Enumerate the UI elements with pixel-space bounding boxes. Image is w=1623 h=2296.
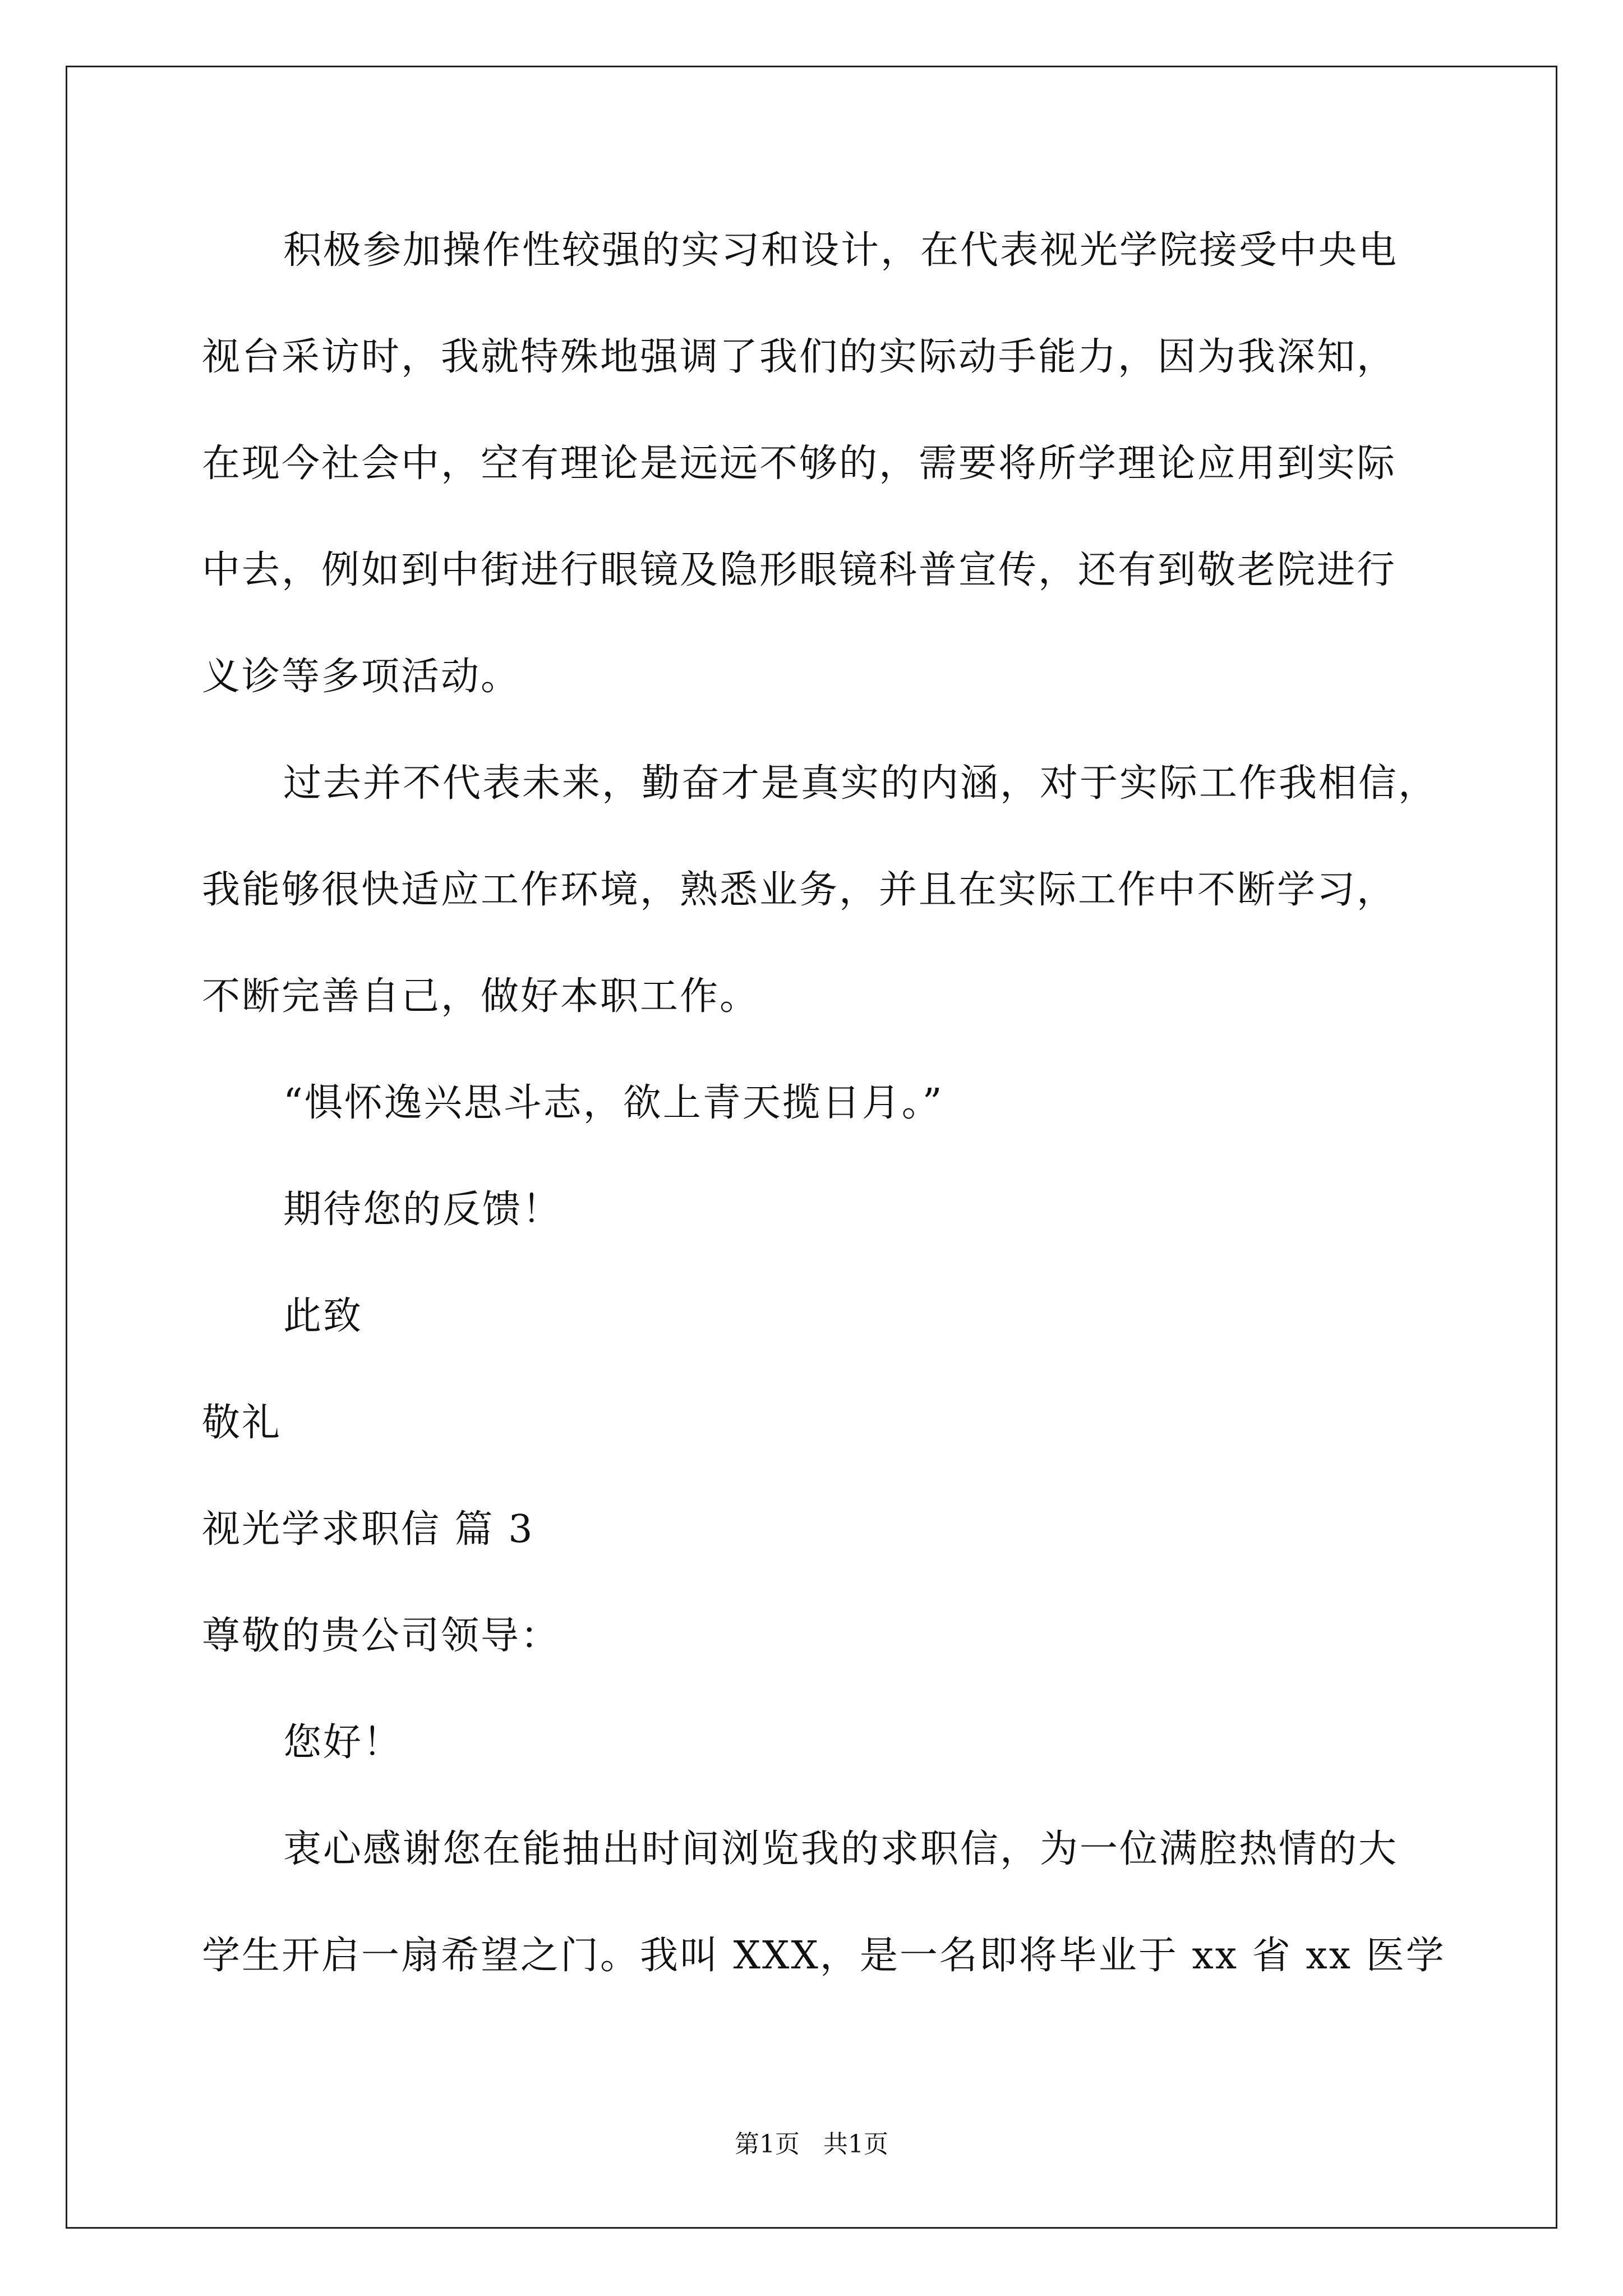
body-line: 义诊等多项活动。 [202,655,521,699]
section-heading: 视光学求职信 篇 3 [202,1507,534,1552]
closing-line: 期待您的反馈！ [283,1188,562,1232]
greeting-line: 您好！ [283,1720,403,1765]
body-line: 不断完善自己，做好本职工作。 [202,974,760,1019]
salutation-line: 敬礼 [202,1401,282,1445]
body-line: 我能够很快适应工作环境，熟悉业务，并且在实际工作中不断学习， [202,868,1397,912]
body-line: 积极参加操作性较强的实习和设计，在代表视光学院接受中央电 [283,228,1399,273]
body-line: 衷心感谢您在能抽出时间浏览我的求职信，为一位满腔热情的大 [283,1827,1399,1871]
body-line: 中去，例如到中街进行眼镜及隐形眼镜科普宣传，还有到敬老院进行 [202,548,1397,592]
quote-line: “惧怀逸兴思斗志，欲上青天揽日月。” [283,1081,944,1125]
body-line: 过去并不代表未来，勤奋才是真实的内涵，对于实际工作我相信， [283,761,1438,806]
page-footer: 第1页 共1页 [735,2130,888,2159]
salutation-line: 此致 [283,1294,363,1338]
body-line: 视台采访时，我就特殊地强调了我们的实际动手能力，因为我深知， [202,335,1397,379]
body-line: 学生开启一扇希望之门。我叫 XXX，是一名即将毕业于 xx 省 xx 医学 [202,1934,1446,1978]
greeting-line: 尊敬的贵公司领导： [202,1614,561,1658]
page-frame [66,66,1557,2229]
body-line: 在现今社会中，空有理论是远远不够的，需要将所学理论应用到实际 [202,441,1397,486]
